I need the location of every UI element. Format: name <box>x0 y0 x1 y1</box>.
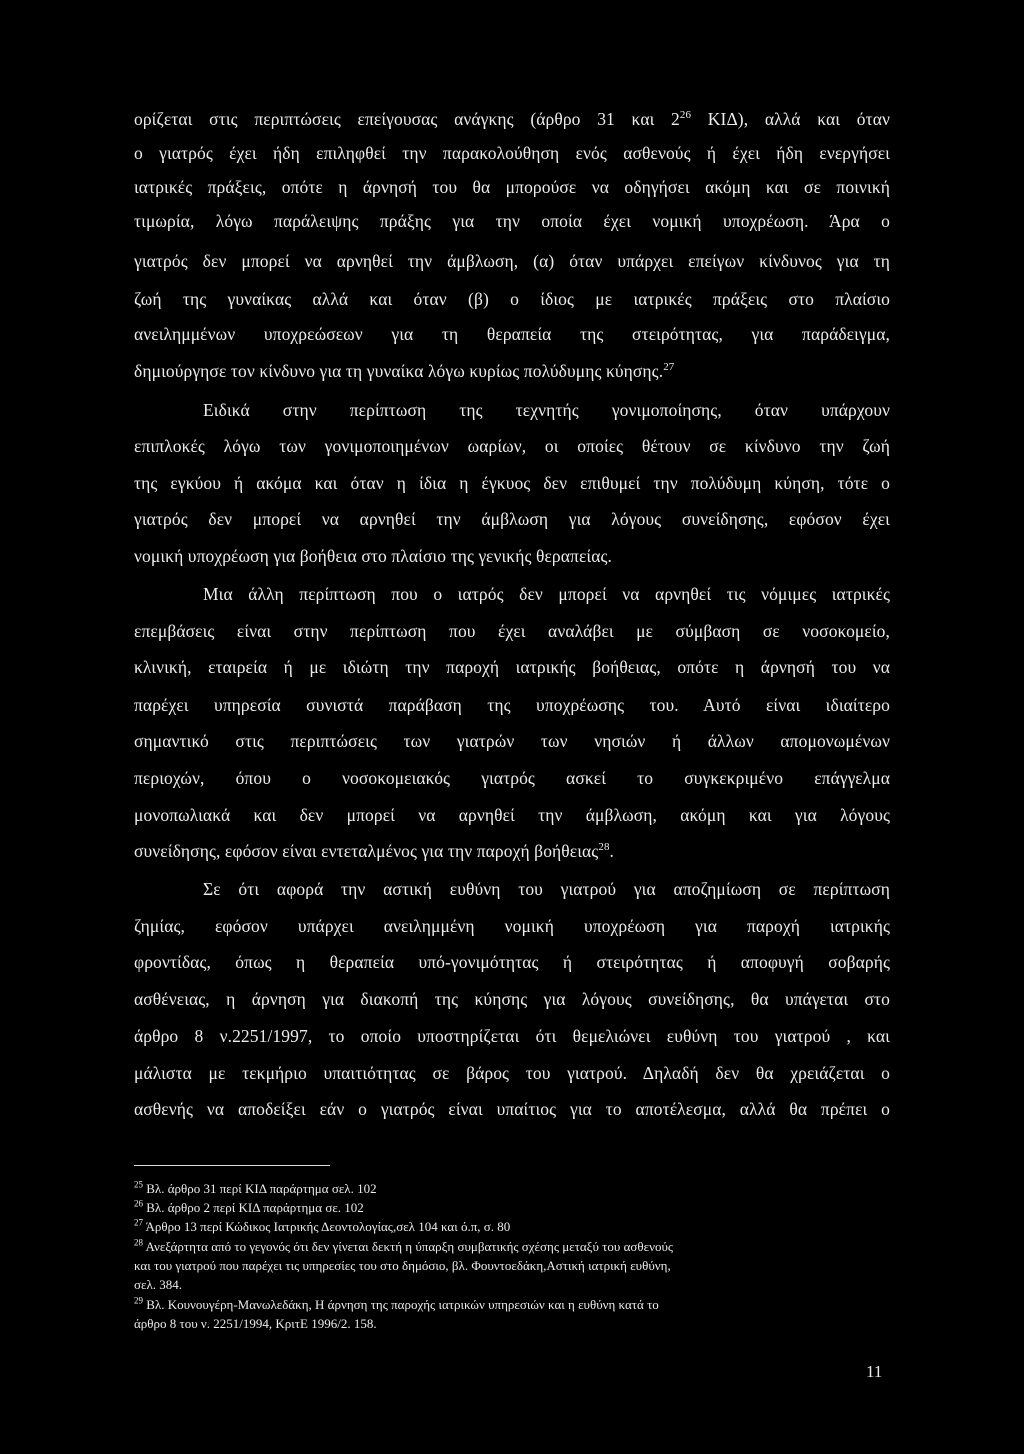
body-line: νομική υποχρέωση για βοήθεια στο πλαίσιο της γενικής θεραπείας. <box>134 546 612 566</box>
footnote-29: $^{29}$ Βλ. Κουνουγέρη-Μανωλεδάκη, Η άρνηση της παροχής ιατρικών υπηρεσιών και η ευθύνη κατά το <box>134 1295 659 1312</box>
body-line: δημιούργησε τον κίνδυνο για τη γυναίκα λόγω κυρίως πολύδυμης κύησης.$^{27}$ <box>134 361 675 381</box>
body-line-indented: Σε ότι αφορά την αστική ευθύνη του γιατρού για αποζημίωση σε περίπτωση <box>203 879 890 899</box>
body-line: ζημίας, εφόσον υπάρχει ανειλημμένη νομική υποχρέωση για παροχή ιατρικής <box>134 916 890 936</box>
body-line: παρέχει υπηρεσία συνιστά παράβαση της υποχρέωσης του. Αυτό είναι ιδιαίτερο <box>134 695 890 715</box>
body-line: ασθενής να αποδείξει εάν ο γιατρός είναι υπαίτιος για το αποτέλεσμα, αλλά θα πρέπει ο <box>134 1099 890 1119</box>
body-line: ασθένειας, η άρνηση για διακοπή της κύησης για λόγους συνείδησης, θα υπάγεται στο <box>134 989 890 1009</box>
body-line: επεμβάσεις είναι στην περίπτωση που έχει αναλάβει με σύμβαση σε νοσοκομείο, <box>134 621 890 641</box>
footnote-28-cont: σελ. 384. <box>134 1277 183 1292</box>
body-line: της εγκύου ή ακόμα και όταν η ίδια η έγκυος δεν επιθυμεί την πολύδυμη κύηση, τότε ο <box>134 473 890 493</box>
footnote-ref[interactable]: 28 <box>598 841 610 854</box>
footnote-ref[interactable]: 26 <box>679 109 692 122</box>
body-line-indented: Ειδικά στην περίπτωση της τεχνητής γονιμοποίησης, όταν υπάρχουν <box>203 400 890 420</box>
body-line: ορίζεται στις περιπτώσεις επείγουσας ανάγκης (άρθρο 31 και $2^{26}$ ΚΙΔ), αλλά και όταν <box>134 109 891 129</box>
body-line: γιατρός δεν μπορεί να αρνηθεί την άμβλωση για λόγους συνείδησης, εφόσον έχει <box>134 509 890 529</box>
body-line: τιμωρία, λόγω παράλειψης πράξης για την οποία έχει νομική υποχρέωση. Άρα ο <box>134 211 890 231</box>
body-line: άρθρο 8 ν.2251/1997, το οποίο υποστηρίζεται ότι θεμελιώνει ευθύνη του γιατρού , και <box>134 1026 890 1046</box>
footnote-ref[interactable]: 27 <box>663 361 675 374</box>
body-line: ο γιατρός έχει ήδη επιληφθεί την παρακολούθηση ενός ασθενούς ή έχει ήδη ενεργήσει <box>134 143 890 163</box>
body-line: ανειλημμένων υποχρεώσεων για τη θεραπεία της στειρότητας, για παράδειγμα, <box>134 324 890 344</box>
body-line: ιατρικές πράξεις, οπότε η άρνησή του θα μπορούσε να οδηγήσει ακόμη και σε ποινική <box>134 177 890 197</box>
body-line: συνείδησης, εφόσον είναι εντεταλμένος για την παροχή βοήθειας$^{28}$. <box>134 841 615 861</box>
footnote-26: $^{26}$ Βλ. άρθρο 2 περί ΚΙΔ παράρτημα σε. 102 <box>134 1198 364 1215</box>
body-line: μονοπωλιακά και δεν μπορεί να αρνηθεί την άμβλωση, ακόμη και για λόγους <box>134 805 890 825</box>
body-line: επιπλοκές λόγω των γονιμοποιημένων ωαρίων, οι οποίες θέτουν σε κίνδυνο την ζωή <box>134 436 890 456</box>
footnote-28-cont: και του γιατρού που παρέχει τις υπηρεσίες του στο δημόσιο, βλ. Φουντοεδάκη,Αστική ιατρική ευθύνη, <box>134 1258 671 1273</box>
body-line: μάλιστα με τεκμήριο υπαιτιότητας σε βάρος του γιατρού. Δηλαδή δεν θα χρειάζεται ο <box>134 1063 890 1083</box>
body-line: περιοχών, όπου ο νοσοκομειακός γιατρός ασκεί το συγκεκριμένο επάγγελμα <box>134 768 890 788</box>
page-number: 11 <box>866 1362 883 1381</box>
footnote-25: $^{25}$ Βλ. άρθρο 31 περί ΚΙΔ παράρτημα σελ. 102 <box>134 1179 377 1196</box>
footnote-28: $^{28}$ Ανεξάρτητα από το γεγονός ότι δεν γίνεται δεκτή η ύπαρξη συμβατικής σχέσης μεταξύ του ασθενούς <box>134 1237 674 1254</box>
footnote-27: $^{27}$ Άρθρο 13 περί Κώδικος Ιατρικής Δεοντολογίας,σελ 104 και ό.π, σ. 80 <box>134 1217 511 1234</box>
body-line: φροντίδας, όπως η θεραπεία υπό-γονιμότητας ή στειρότητας ή αποφυγή σοβαρής <box>134 952 890 972</box>
body-line-indented: Μια άλλη περίπτωση που ο ιατρός δεν μπορεί να αρνηθεί τις νόμιμες ιατρικές <box>203 584 890 604</box>
footnote-separator <box>134 1165 330 1166</box>
footnote-29-cont: άρθρο 8 του ν. 2251/1994, ΚριτΕ 1996/2. 158. <box>134 1316 377 1331</box>
body-line: γιατρός δεν μπορεί να αρνηθεί την άμβλωση, (α) όταν υπάρχει επείγων κίνδυνος για τη <box>134 251 890 271</box>
body-line: ζωή της γυναίκας αλλά και όταν (β) ο ίδιος με ιατρικές πράξεις στο πλαίσιο <box>134 289 890 309</box>
body-line: κλινική, εταιρεία ή με ιδιώτη την παροχή ιατρικής βοήθειας, οπότε η άρνησή του να <box>134 657 890 677</box>
body-line: σημαντικό στις περιπτώσεις των γιατρών των νησιών ή άλλων απομονωμένων <box>134 731 890 751</box>
